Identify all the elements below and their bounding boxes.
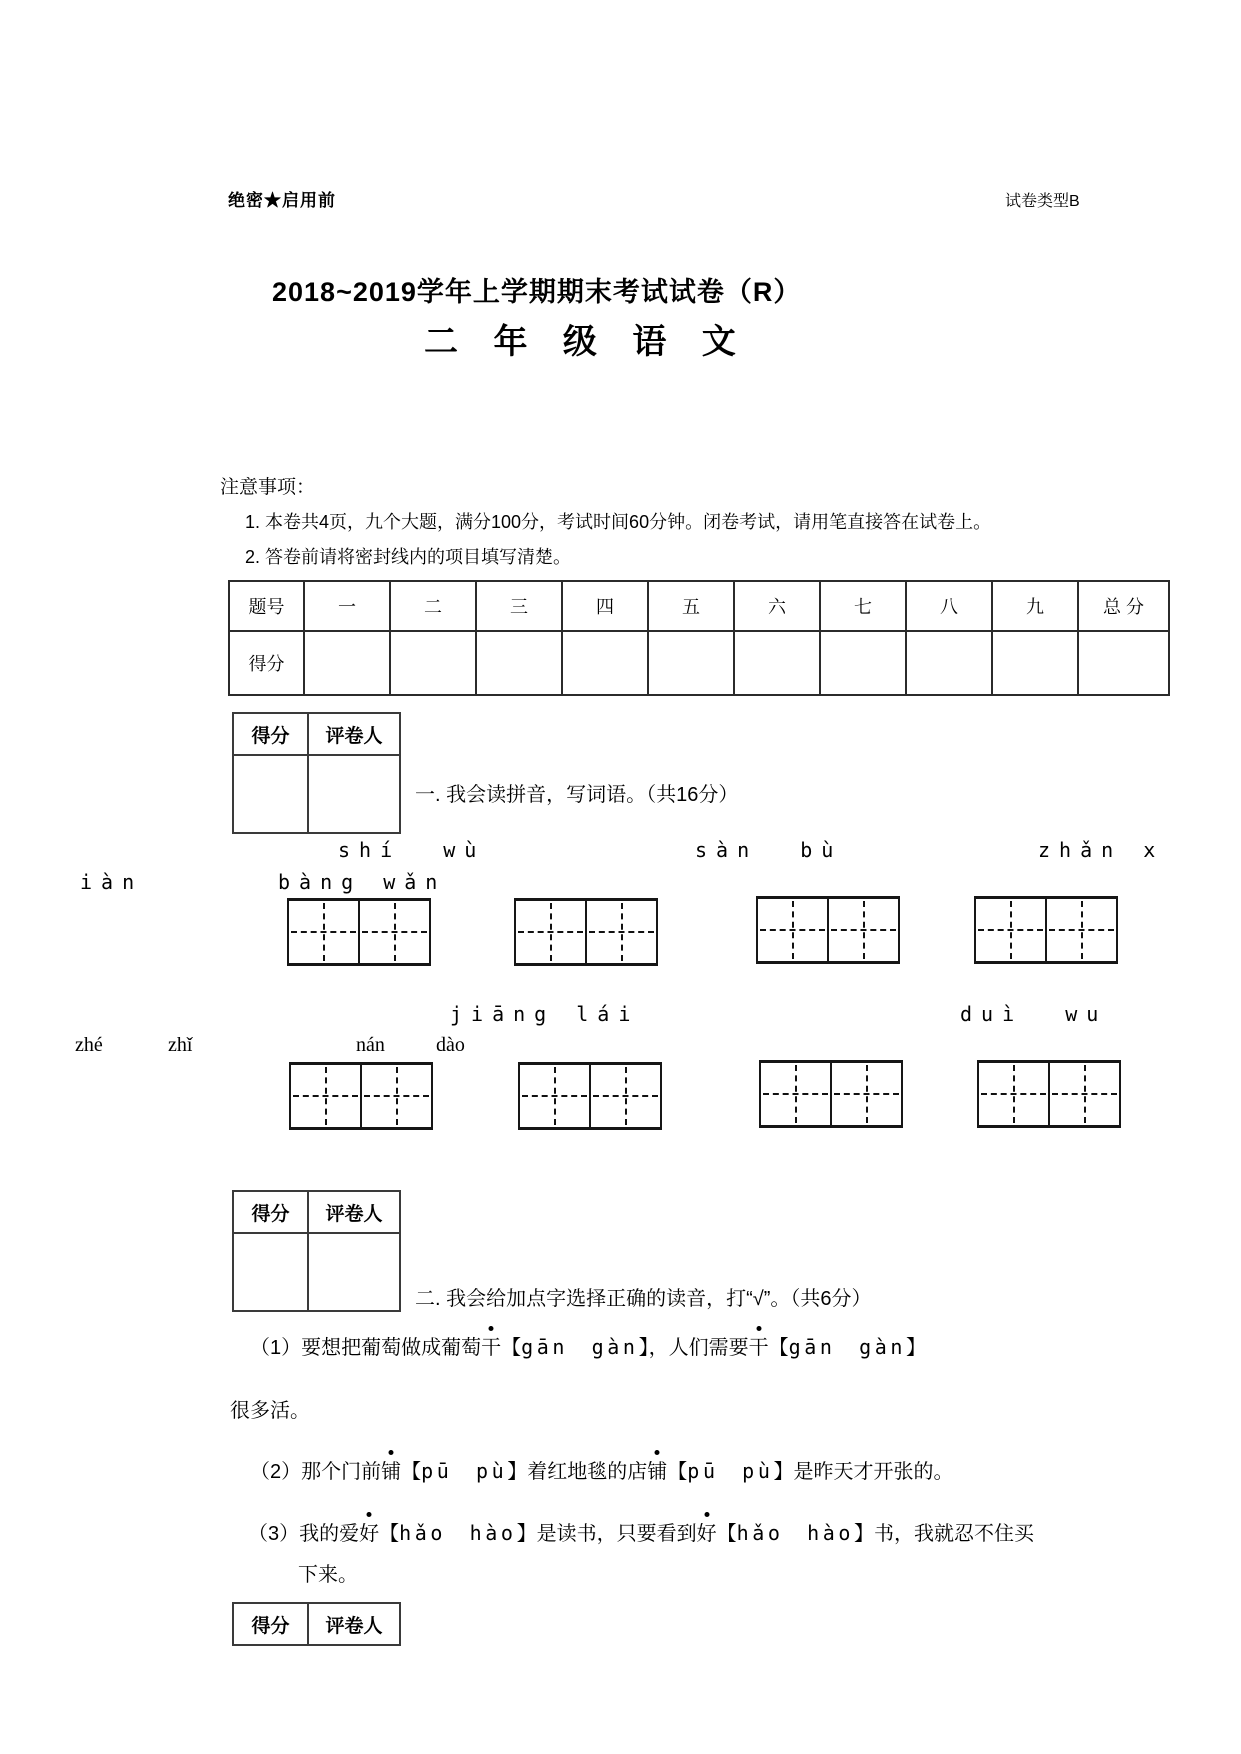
writing-grid-cell — [761, 1063, 830, 1125]
emphasized-char: 铺 — [647, 1461, 668, 1483]
score-label: 得分 — [251, 1203, 290, 1225]
score-box-header — [234, 1604, 399, 1644]
score-table-col-4: 四 — [562, 581, 648, 631]
score-cell — [992, 631, 1078, 695]
score-cell — [476, 631, 562, 695]
writing-grid-cell — [358, 901, 429, 963]
writing-grid-cell — [979, 1063, 1048, 1125]
score-table-col-1: 一 — [304, 581, 390, 631]
notice-item-1: 1. 本卷共4页，九个大题，满分100分，考试时间60分钟。闭卷考试，请用笔直接答在试卷上。 — [245, 512, 992, 532]
pinyin-option: hǎo hào — [399, 1521, 517, 1545]
score-cell-total — [1078, 631, 1169, 695]
score-label: 得分 — [251, 1615, 290, 1637]
text-segment: 】 — [906, 1337, 927, 1359]
writing-grid-cell — [758, 899, 827, 961]
text-segment: （2）那个门前 — [250, 1461, 382, 1483]
emphasized-char: 干 — [748, 1337, 769, 1359]
text-segment: 【 — [401, 1461, 422, 1483]
exam-subject: 二 年 级 语 文 — [424, 323, 740, 361]
score-entry-cell — [234, 756, 307, 832]
writing-grid-cell — [585, 901, 656, 963]
writing-grid-cell — [520, 1065, 589, 1127]
score-cell — [562, 631, 648, 695]
writing-grid-group-5 — [289, 1062, 433, 1130]
pinyin-word-sanbu: sàn bù — [695, 838, 843, 862]
emphasized-char: 干 — [481, 1337, 502, 1359]
emphasized-char: 铺 — [381, 1461, 402, 1483]
security-classification: 绝密★启用前 — [228, 191, 336, 210]
score-table-col-8: 八 — [906, 581, 992, 631]
emphasized-char: 好 — [359, 1523, 380, 1545]
score-cell — [648, 631, 734, 695]
writing-grid-cell — [830, 1063, 901, 1125]
score-box-section-3 — [232, 1602, 401, 1646]
score-label: 得分 — [251, 725, 290, 747]
pinyin-word-zhe: zhé — [75, 1034, 103, 1056]
exam-title: 2018~2019学年上学期期末考试试卷（R） — [272, 277, 802, 307]
writing-grid-group-1 — [287, 898, 431, 966]
writing-grid-group-8 — [977, 1060, 1121, 1128]
pinyin-option: pū pù — [421, 1459, 508, 1483]
pinyin-word-bangwan: bàng wǎn — [278, 870, 447, 894]
score-table-corner: 题号 — [229, 581, 304, 631]
pinyin-word-shiwu: shí wù — [338, 838, 486, 862]
pinyin-option: gān gàn — [788, 1335, 907, 1359]
text-segment: （3）我的爱 — [248, 1523, 360, 1545]
writing-grid-cell — [827, 899, 898, 961]
score-table-col-5: 五 — [648, 581, 734, 631]
pinyin-option: hǎo hào — [736, 1521, 855, 1545]
paper-type-label: 试卷类型B — [1005, 193, 1080, 210]
score-box-header — [234, 714, 399, 754]
score-table-col-2: 二 — [390, 581, 476, 631]
pinyin-word-nan: nán — [356, 1034, 385, 1056]
text-segment: 【 — [768, 1337, 789, 1359]
score-table-header-row — [229, 581, 1169, 631]
writing-grid-cell — [1048, 1063, 1119, 1125]
text-segment: 】是读书，只要看到 — [516, 1523, 697, 1545]
writing-grid-cell — [360, 1065, 431, 1127]
text-segment: 】是昨天才开张的。 — [773, 1461, 954, 1483]
notice-heading: 注意事项： — [220, 477, 316, 498]
text-segment: 【 — [667, 1461, 688, 1483]
score-cell — [390, 631, 476, 695]
score-cell — [734, 631, 820, 695]
writing-grid-cell — [516, 901, 585, 963]
question-2-title: 二. 我会给加点字选择正确的读音，打“√”。（共6分） — [415, 1288, 872, 1310]
text-segment: 】着红地毯的店 — [507, 1461, 648, 1483]
q2-item1-line1 — [250, 1334, 926, 1361]
pinyin-option: gān gàn — [521, 1335, 639, 1359]
pinyin-word-ian: iàn — [80, 870, 144, 894]
score-box-section-2 — [232, 1190, 401, 1312]
score-box-blank-row — [234, 1232, 399, 1310]
text-segment: 】书，我就忍不住买 — [854, 1523, 1035, 1545]
score-summary-table — [228, 580, 1170, 696]
score-table-col-9: 九 — [992, 581, 1078, 631]
text-segment: 【 — [501, 1337, 522, 1359]
pinyin-word-jianglai: jiāng lái — [450, 1002, 640, 1026]
question-1-title: 一. 我会读拼音，写词语。（共16分） — [415, 784, 739, 806]
emphasized-char: 好 — [696, 1523, 717, 1545]
score-table-col-6: 六 — [734, 581, 820, 631]
writing-grid-cell — [289, 901, 358, 963]
writing-grid-group-6 — [518, 1062, 662, 1130]
writing-grid-cell — [1045, 899, 1116, 961]
pinyin-word-zhanx: zhǎn x — [1038, 838, 1165, 862]
pinyin-word-duiwu: duì wu — [960, 1002, 1108, 1026]
q2-item3-line1 — [248, 1520, 1034, 1547]
grader-label: 评卷人 — [307, 1604, 399, 1644]
writing-grid-group-4 — [974, 896, 1118, 964]
writing-grid-group-7 — [759, 1060, 903, 1128]
writing-grid-group-2 — [514, 898, 658, 966]
text-segment: 】，人们需要 — [638, 1337, 749, 1359]
writing-grid-cell — [291, 1065, 360, 1127]
text-segment: （1）要想把葡萄做成葡萄 — [250, 1337, 482, 1359]
grader-entry-cell — [307, 1234, 399, 1310]
pinyin-word-dao: dào — [436, 1034, 465, 1056]
score-table-col-3: 三 — [476, 581, 562, 631]
q2-item1-line2: 很多活。 — [230, 1400, 310, 1422]
score-row-label: 得分 — [229, 631, 304, 695]
score-cell — [906, 631, 992, 695]
grader-label: 评卷人 — [307, 714, 399, 754]
score-box-blank-row — [234, 754, 399, 832]
score-entry-cell — [234, 1234, 307, 1310]
writing-grid-group-3 — [756, 896, 900, 964]
writing-grid-cell — [976, 899, 1045, 961]
score-table-col-total: 总 分 — [1078, 581, 1169, 631]
writing-grid-cell — [589, 1065, 660, 1127]
q2-item3-line2: 下来。 — [298, 1564, 358, 1586]
score-box-section-1 — [232, 712, 401, 834]
text-segment: 【 — [379, 1523, 400, 1545]
pinyin-option: pū pù — [687, 1459, 774, 1483]
score-cell — [304, 631, 390, 695]
score-table-col-7: 七 — [820, 581, 906, 631]
grader-label: 评卷人 — [307, 1192, 399, 1232]
grader-entry-cell — [307, 756, 399, 832]
notice-item-2: 2. 答卷前请将密封线内的项目填写清楚。 — [245, 547, 572, 567]
pinyin-word-zhi: zhǐ — [168, 1034, 193, 1056]
q2-item2-line — [250, 1458, 953, 1485]
score-box-header — [234, 1192, 399, 1232]
text-segment: 【 — [716, 1523, 737, 1545]
score-cell — [820, 631, 906, 695]
score-table-score-row — [229, 631, 1169, 695]
